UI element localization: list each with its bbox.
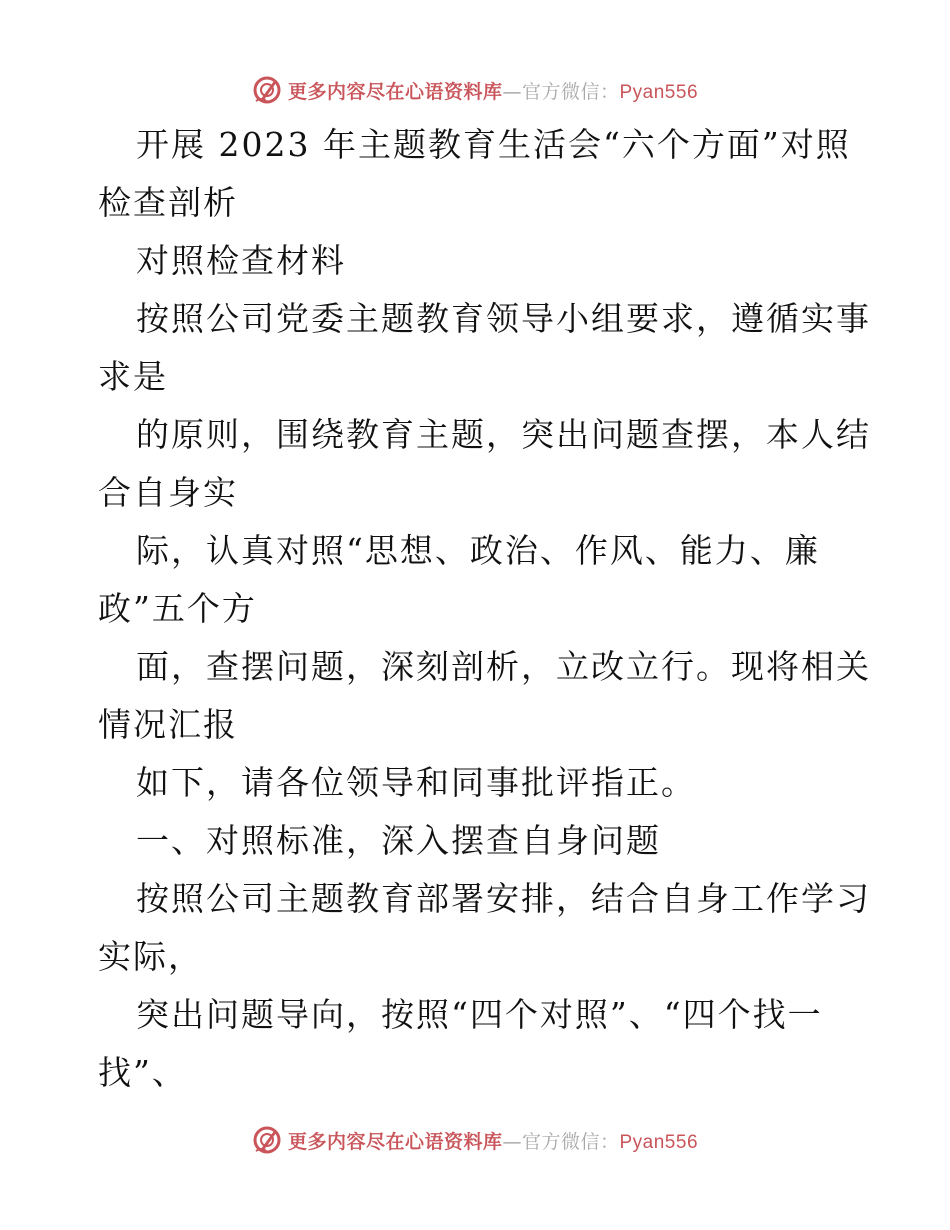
watermark-footer [0, 1120, 950, 1160]
text-line: 的原则，围绕教育主题，突出问题查摆，本人结 [136, 415, 871, 454]
quill-logo-icon [252, 75, 282, 105]
text-line: 如下，请各位领导和同事批评指正。 [136, 763, 696, 802]
watermark-text [288, 77, 698, 104]
text-line: 对照检查材料 [136, 241, 346, 280]
text-line: 按照公司主题教育部署安排，结合自身工作学习 [136, 879, 871, 918]
text-line: 求是 [98, 357, 168, 396]
watermark-sub: 官方微信： [521, 80, 620, 103]
text-line: 按照公司党委主题教育领导小组要求，遵循实事 [136, 299, 871, 338]
quill-logo-icon [252, 1125, 282, 1155]
watermark-dash: — [502, 1130, 522, 1153]
text-line: 找”、 [98, 1053, 187, 1092]
watermark-header [0, 70, 950, 110]
text-line: 检查剖析 [98, 183, 238, 222]
document-body [98, 116, 871, 1102]
watermark-id: Pyan556 [619, 81, 699, 103]
section-heading: 一、对照标准，深入摆查自身问题 [136, 821, 661, 860]
watermark-text [288, 1127, 698, 1154]
watermark-sub: 官方微信： [521, 1130, 620, 1153]
watermark-main: 更多内容尽在心语资料库 [287, 1130, 503, 1153]
text-line: 面，查摆问题，深刻剖析，立改立行。现将相关 [136, 647, 871, 686]
watermark-id: Pyan556 [619, 1131, 699, 1153]
text-line: 实际， [98, 937, 203, 976]
watermark-dash: — [502, 80, 522, 103]
text-line: 开展 2023 年主题教育生活会“六个方面”对照 [136, 125, 851, 164]
text-line: 情况汇报 [98, 705, 238, 744]
watermark-main: 更多内容尽在心语资料库 [287, 80, 503, 103]
text-line: 政”五个方 [98, 589, 257, 628]
text-line: 突出问题导向，按照“四个对照”、“四个找一 [136, 995, 823, 1034]
text-line: 合自身实 [98, 473, 238, 512]
text-line: 际，认真对照“思想、政治、作风、能力、廉 [136, 531, 820, 570]
